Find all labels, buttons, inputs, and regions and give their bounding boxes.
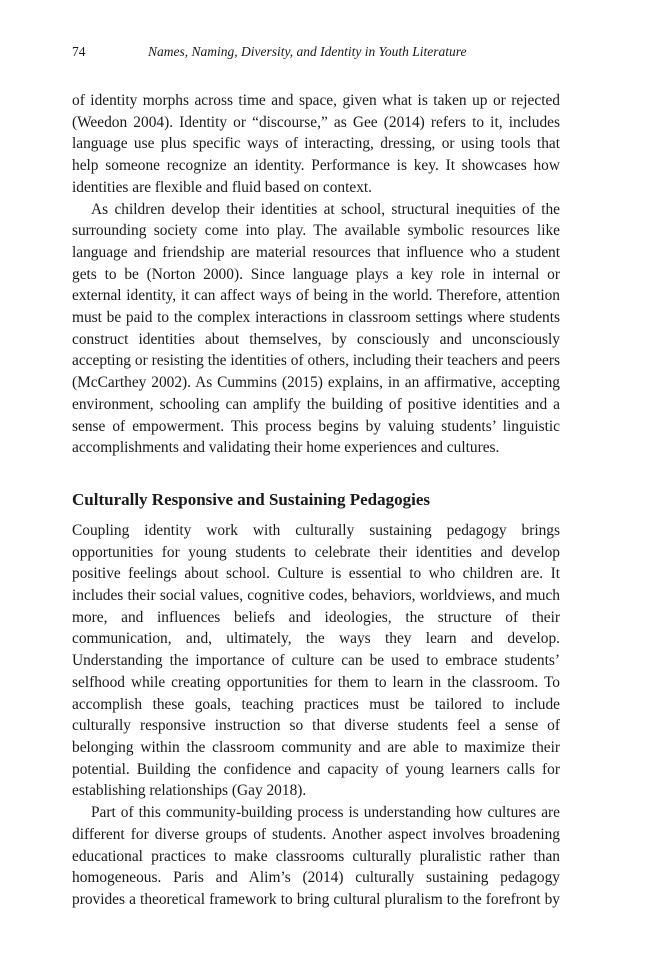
section-heading: Culturally Responsive and Sustaining Pedagogies [72,489,431,509]
paragraph: As children develop their identities at school, structural inequities of the surrounding society come into play. The available symbolic resources like language and friendship are material resources that influence who a student gets to be (Norton 2000). Since language plays a key role in internal or external identity, it can affect ways of being in the world. Therefore, attention must be paid to the complex interactions in classroom settings where students construct identities about themselves, by consciously and unconsciously accepting or resisting the identities of others, including their teachers and peers (McCarthey 2002). As Cummins (2015) explains, in an affirmative, accepting environment, schooling can amplify the building of positive identities and a sense of empowerment. This process begins by valuing students’ linguistic accomplishments and validating their home experiences and cultures. [72,200,560,457]
book-page [72,44,560,911]
paragraph-last: Part of this community-building process is understanding how cultures are different for diverse groups of students. Another aspect involves broadening educational practices to make classrooms culturally pluralistic rather than homogeneous. Paris and Alim’s (2014) culturally sustaining pedagogy provides a theoretical framework to bring cultural pluralism to the forefront by [72,804,560,908]
running-head [72,44,560,66]
running-title: Names, Naming, Diversity, and Identity in Youth Literature [148,44,467,59]
paragraph: Coupling identity work with culturally sustaining pedagogy brings opportunities for young students to celebrate their identities and develop positive feelings about school. Culture is essential to who children are. It includes their social values, cognitive codes, behaviors, worldviews, and much more, and influences beliefs and ideologies, the structure of their communication, and, ultimately, the ways they learn and develop. Understanding the importance of culture can be used to embrace students’ selfhood while creating opportunities for them to learn in the classroom. To accomplish these goals, teaching practices must be tailored to include culturally responsive instruction so that diverse students feel a sense of belonging within the classroom community and are able to maximize their potential. Building the confidence and capacity of young learners calls for establishing relationships (Gay 2018). [72,521,560,800]
paragraph-continuation: of identity morphs across time and space, given what is taken up or rejected (Weedon 2004). Identity or “discourse,” as Gee (2014) refers to it, includes language use plus specific ways of interacting, dressing, or using tools that help someone recognize an identity. Performance is key. It showcases how identities are flexible and fluid based on context. [72,92,560,196]
body-text [72,90,560,911]
page-number: 74 [72,44,86,59]
